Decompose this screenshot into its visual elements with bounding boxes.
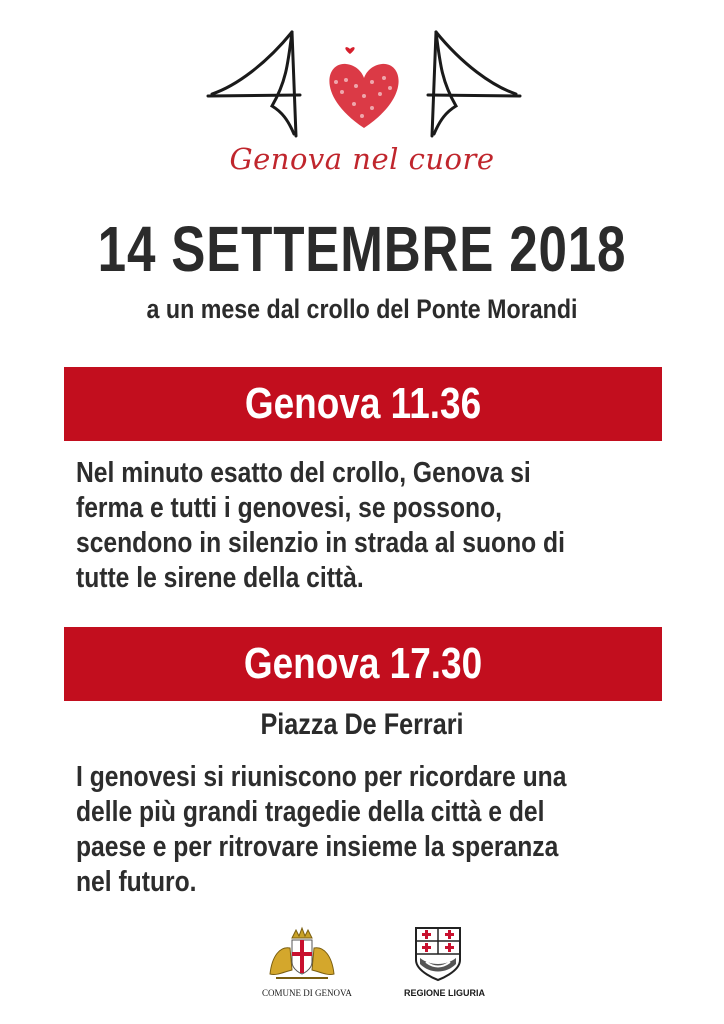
event2-description	[76, 760, 620, 900]
bridge-heart-logo	[196, 24, 532, 144]
event2-line: delle più grandi tragedie della città e del	[76, 796, 545, 828]
comune-genova-caption: COMUNE DI GENOVA	[262, 988, 352, 998]
regione-liguria-shield-icon	[412, 926, 464, 982]
event1-time: Genova 11.36	[244, 379, 482, 428]
event1-line: tutte le sirene della città.	[76, 562, 364, 594]
event1-description	[76, 456, 620, 596]
regione-liguria-caption: REGIONE LIGURIA	[404, 988, 486, 998]
event1-band	[64, 367, 662, 441]
event2-band	[64, 627, 662, 701]
event2-time: Genova 17.30	[243, 639, 483, 688]
logo-caption: Genova nel cuore	[229, 142, 495, 176]
date-title: 14 SETTEMBRE 2018	[97, 213, 627, 285]
subtitle: a un mese dal crollo del Ponte Morandi	[146, 294, 578, 324]
event2-line: I genovesi si riuniscono per ricordare una	[76, 761, 567, 793]
comune-genova-crest-icon	[266, 926, 338, 984]
event2-line: nel futuro.	[76, 866, 197, 898]
event1-line: ferma e tutti i genovesi, se possono,	[76, 492, 502, 524]
event2-line: paese e per ritrovare insieme la speranza	[76, 831, 559, 863]
event1-line: scendono in silenzio in strada al suono di	[76, 527, 565, 559]
event1-line: Nel minuto esatto del crollo, Genova si	[76, 457, 531, 489]
event2-place: Piazza De Ferrari	[260, 708, 464, 741]
